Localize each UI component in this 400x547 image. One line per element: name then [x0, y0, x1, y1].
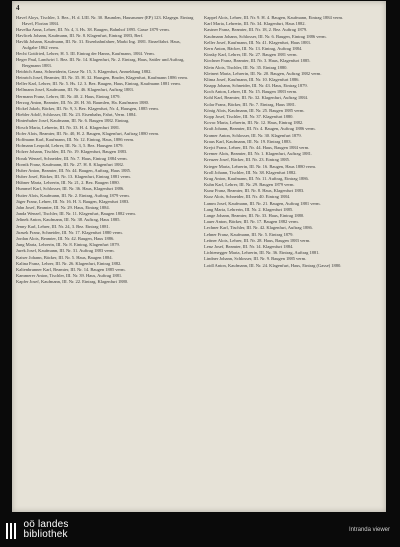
directory-entry: Krieger Maria, Lehrerin, III. Nr. 16. Baugen, Haus 1880 verm. — [204, 163, 317, 169]
directory-entry: Karl Maria, Lehrerin, III. Nr. 34. Klagenfurt, Haus 1882. — [204, 21, 306, 27]
directory-entry: Holzer Johann, Tischler, III. Nr. 19. Klagenfurt, Baugen 1883. — [16, 149, 128, 155]
directory-entry: Hermann Franz, Lehrer, III. Nr. 40. 2. Haus, Eintrag 1879. — [16, 93, 121, 99]
directory-entry: Janda Wenzel, Tischler, III. Nr. 11. Klagenfurt, Baugen 1882 verm. — [16, 211, 136, 217]
directory-entry: Knapp Johann, Schneider, III. Nr. 43. Haus, Eintrag 1879. — [204, 83, 308, 89]
page-number: 4 — [16, 4, 20, 12]
directory-entry: Herzog Anton, Beamter, III. Nr. 28. H. 36. Baumlen, Ha. Kaufmann 1880. — [16, 99, 149, 105]
directory-entry: Kappel Alois, Lehrer, III. Nr. 9. H. 4. Baugen, Kaufmann, Eintrag 1884 verm. — [204, 15, 344, 20]
directory-entry: Jordan Alois, Beamter, III. Nr. 42. Baugen, Haus 1886. — [16, 235, 115, 241]
directory-entry: Kaufmann Johann, Schlosser, III. Nr. 6. Baugen, Eintrag 1886 verm. — [204, 33, 327, 39]
directory-entry: Kleinert Maria, Lehrerin, III. Nr. 20. Baugen, Auftrag 1882 verm. — [204, 70, 322, 76]
directory-entry: Lange Johann, Beamter, III. Nr. 33. Haus, Eintrag 1880. — [204, 213, 305, 218]
directory-entry: Loidl Anton, Kaufmann, III. Nr. 24. Klagenfurt, Haus, Eintrag (Gasse) 1880. — [204, 262, 342, 268]
directory-entry: Hirsch Maria, Lehrerin, III. Nr. 33. H. 4. Klagenfurt 1881. — [16, 124, 121, 130]
directory-entry: Jung Maria, Lehrerin, III. Nr. 8. Eintrag, Klagenfurt 1879. — [16, 242, 120, 248]
logo-line-1: oö landes — [23, 519, 69, 530]
directory-entry: Hellmann Josef, Kaufmann, III. Nr. 46. Klagenfurt, Auftrag 1883. — [16, 87, 134, 93]
directory-entry: Kirchner Franz, Beamter, III. Nr. 3. Haus, Klagenfurt 1885. — [204, 58, 311, 64]
directory-entry: Heidrich Anna, Schneiderin, Gasse Nr. 15, 3. Klagenfurt, Anmeldung 1882. — [16, 68, 152, 74]
directory-entry: Kaltenbrunner Karl, Beamter, III. Nr. 14. Baugen 1885 verm. — [16, 266, 126, 272]
directory-entry: Kunz Franz, Beamter, III. Nr. 8. Haus, Klagenfurt 1883. — [204, 188, 305, 194]
directory-entry: Havlicek Johann, Kaufmann, III. Nr. 8. Klagenfurt, Eintrag 1883, Berf. — [16, 32, 144, 38]
directory-entry: Kohl Karl, Beamter, III. Nr. 32. Klagenfurt, Auftrag 1884. — [204, 95, 308, 101]
directory-entry: Havelka Anna, Lehrer, III. Nr. 4, 3. Hs. 38. Baugen, Bahnhof 1895. Gasse 1879 verm. — [16, 26, 170, 32]
directory-entry: Hickel Jakob, Bäcker, III. Nr. 9, 3. Bez. Klagenfurt, Nr. 4, Hausgen, 1885 verm. — [16, 106, 159, 112]
library-logo-icon — [6, 523, 16, 544]
directory-entry: Krug Anton, Kaufmann, III. Nr. 11. Auftrag, Eintrag 1886. — [204, 175, 309, 181]
directory-entry: Kastner Franz, Beamter, III. Nr. 18, 2. Bez. Auftrag 1879. — [204, 27, 308, 33]
directory-entry: Kapfer Josef, Kaufmann, III. Nr. 22. Eintrag, Klagenfurt 1880. — [16, 279, 129, 285]
directory-entry: Kalina Franz, Lehrer, III. Nr. 26. Klagenfurt, Eintrag 1882. — [16, 260, 122, 266]
directory-entry: Heller Karl, Lehrer, III. Nr. 5. Hs. 12. 3. Bez. Baugen, Haus, Eintrag, Kaufmann 1881 verm. — [16, 81, 181, 87]
directory-entry: Klein Alois, Tischler, III. Nr. 35. Eintrag 1880. — [204, 64, 288, 70]
directory-entry: Kramer Anton, Schlosser, III. Nr. 30. Klagenfurt 1879. — [204, 132, 302, 138]
directory-entry: Jäger Franz, Lehrer, III. Nr. 16. H. 3. Baugen, Klagenfurt 1883. — [16, 198, 130, 204]
directory-entry: Hutter Alois, Kaufmann, III. Nr. 2. Eintrag, Auftrag 1879 verm. — [16, 192, 130, 198]
directory-entry: Lehner Franz, Kaufmann, III. Nr. 5. Eintrag 1879. — [204, 231, 294, 237]
directory-entry: Kurz Alois, Schneider, III. Nr. 40. Eintrag 1884. — [204, 194, 291, 200]
directory-entry: König Alois, Kaufmann, III. Nr. 25. Baugen 1885 verm. — [204, 107, 305, 113]
directory-entry: Hinterhuber Josef, Kaufmann, III. Nr. 6. Baugen 1882. Eintrag. — [16, 118, 130, 124]
directory-entry: Lechner Karl, Tischler, III. Nr. 42. Klagenfurt, Auftrag 1886. — [204, 225, 313, 231]
directory-entry: Lamm Josef, Kaufmann, III. Nr. 21. Baugen, Auftrag 1881 verm. — [204, 200, 321, 206]
directory-entry: Kopp Josef, Tischler, III. Nr. 37. Klagenfurt 1880. — [204, 114, 294, 119]
viewer-footer — [0, 512, 400, 547]
directory-entry: Koch Anton, Lehrer, III. Nr. 15. Baugen 1883 verm. — [204, 89, 298, 95]
library-logo[interactable] — [6, 520, 69, 544]
directory-entry: Hummel Karl, Schlosser, III. Nr. 36. Haus, Klagenfurt 1886. — [16, 186, 125, 192]
directory-entry: Havel Aloys, Tischler, 3. Bez., H. d. LIII. Nr. 30. Baumlen, Hausnumer (EP) 123. Klagegn. Eintrag Havel, Florian 1884. — [16, 15, 194, 26]
directory-entry: Kuhn Karl, Lehrer, III. Nr. 29. Baugen 1879 verm. — [204, 182, 295, 188]
directory-entry: Krejci Franz, Lehrer, III. Nr. 44. Haus, Baugen 1884 verm. — [204, 144, 310, 150]
directory-entry: Jelinek Anton, Kaufmann, III. Nr. 38. Auftrag, Haus 1885. — [16, 217, 121, 223]
right-column — [204, 15, 382, 508]
directory-entry: Heger Paul, Landwirt 1. Bez. III. Nr. 14. Klagenfurt, Nr. 2. Eintrag, Haus, Sattler und Auftrag, Bergmann 1883. — [16, 57, 185, 68]
directory-entry: Lindner Johann, Schlosser, III. Nr. 9. Baugen 1885 verm. — [204, 256, 307, 262]
directory-entry: Hornik Franz, Kaufmann, III. Nr. 27. H. 8. Klagenfurt 1882. — [16, 161, 124, 167]
directory-entry: Kreuzer Josef, Bäcker, III. Nr. 23. Eintrag 1885. — [204, 157, 291, 163]
directory-entry: Hecht Gottfried, Lehrer, H. 5. III. Eintrag der Hanns, Kaufmann, 1884. Verm. — [16, 50, 155, 56]
directory-entry: Horak Wenzel, Schneider, III. Nr. 7. Haus, Eintrag 1884 verm. — [16, 155, 128, 161]
left-column — [16, 15, 194, 508]
directory-entry: Huber Josef, Bäcker, III. Nr. 13. Klagenfurt, Eintrag 1881 verm. — [16, 174, 131, 180]
directory-entry: Kern Anton, Bäcker, III. Nr. 13. Eintrag, Auftrag 1884. — [204, 45, 303, 51]
directory-entry: Lichtenegger Maria, Lehrerin, III. Nr. 36. Eintrag, Auftrag 1881. — [204, 250, 320, 256]
directory-entry: Leitner Alois, Lehrer, III. Nr. 28. Haus, Baugen 1883 verm. — [204, 237, 311, 243]
directory-entry: Kolar Franz, Bäcker, III. Nr. 7. Eintrag, Haus 1881. — [204, 101, 296, 107]
directory-entry: Kammerer Anton, Tischler, III. Nr. 39. Haus, Auftrag 1881. — [16, 273, 123, 279]
directory-entry: Jenny Karl, Lehrer, III. Nr. 24, 3. Bez. Eintrag 1881. — [16, 223, 110, 229]
directory-entry: Kraft Johann, Beamter, III. Nr. 4. Baugen, Auftrag 1886 verm. — [204, 126, 316, 132]
directory-entry: Jahn Josef, Beamter, III. Nr. 29. Haus, Eintrag 1884. — [16, 205, 110, 211]
directory-entry: Jurek Josef, Kaufmann, III. Nr. 31. Auftrag 1883 verm. — [16, 248, 115, 254]
directory-entry: Kovac Maria, Lehrerin, III. Nr. 12. Haus, Eintrag 1882. — [204, 120, 304, 126]
directory-entry: Jirasek Franz, Schneider, III. Nr. 17. Klagenfurt 1880 verm. — [16, 229, 123, 235]
viewer-label: Intranda viewer — [348, 527, 390, 533]
directory-entry: Hoffmann Karl, Kaufmann, III. Nr. 12. Eintrag, Haus, 1886 verm. — [16, 136, 135, 142]
directory-entry: Kremer Alois, Beamter, III. Nr. 1. Klagenfurt, Auftrag 1881. — [204, 151, 312, 157]
directory-entry: Hofmann Leopold, Lehrer, III. Nr. 3, 5. Bez. Hausgen 1879. — [16, 143, 124, 149]
directory-entry: Lang Maria, Lehrerin, III. Nr. 2. Klagenfurt 1885. — [204, 206, 294, 212]
directory-entry: Kinsky Karl, Lehrer, III. Nr. 27. Baugen 1881 verm. — [204, 52, 298, 58]
directory-entry: Hiebler Adolf, Schlosser, III. Nr. 23. Eisenbahn, Fahrt, Verm. 1884. — [16, 112, 137, 118]
directory-entry: Klima Josef, Kaufmann, III. Nr. 10. Klagenfurt 1886. — [204, 76, 300, 82]
directory-entry: Lenz Josef, Beamter, III. Nr. 14. Klagenfurt 1884. — [204, 243, 294, 249]
directory-entry: Kraus Karl, Kaufmann, III. Nr. 19. Eintrag 1883. — [204, 138, 292, 144]
scanned-page — [12, 1, 386, 512]
directory-entry: Lauer Anton, Bäcker, III. Nr. 17. Baugen 1882 verm. — [204, 219, 299, 225]
directory-entry: Kaiser Johann, Bäcker, III. Nr. 5. Haus, Baugen 1884. — [16, 254, 113, 260]
directory-entry: Hofer Alois, Beamter, III. Nr. 40, H. 2. Baugen, Klagenfurt, Auftrag 1880 verm. — [16, 130, 160, 136]
directory-entry: Hübner Maria, Lehrerin, III. Nr. 21, 2. Bez. Baugen 1880. — [16, 180, 120, 186]
directory-entry: Heinrich Josef, Beamter, III. Nr. 35. H. 32. Hausgen, Bruder, Klagenfurt, Kaufmann 1886 verm. — [16, 75, 189, 81]
directory-entry: Keller Josef, Kaufmann, III. Nr. 41. Klagenfurt, Haus 1883. — [204, 39, 311, 45]
logo-line-2: bibliothek — [23, 529, 68, 540]
directory-entry: Huber Anton, Beamter, III. Nr. 44. Baugen, Auftrag, Haus 1885. — [16, 167, 131, 173]
directory-entry: Havlik Johann, Kaufmann, III. Nr. 31. Eisenbahnfahrer, Markt Ing. 1881. Einzelfahrt. Haus, Aufgabe 1862 verm. — [16, 39, 181, 50]
directory-entry: Kroll Johann, Tischler, III. Nr. 38. Klagenfurt 1882. — [204, 169, 297, 175]
